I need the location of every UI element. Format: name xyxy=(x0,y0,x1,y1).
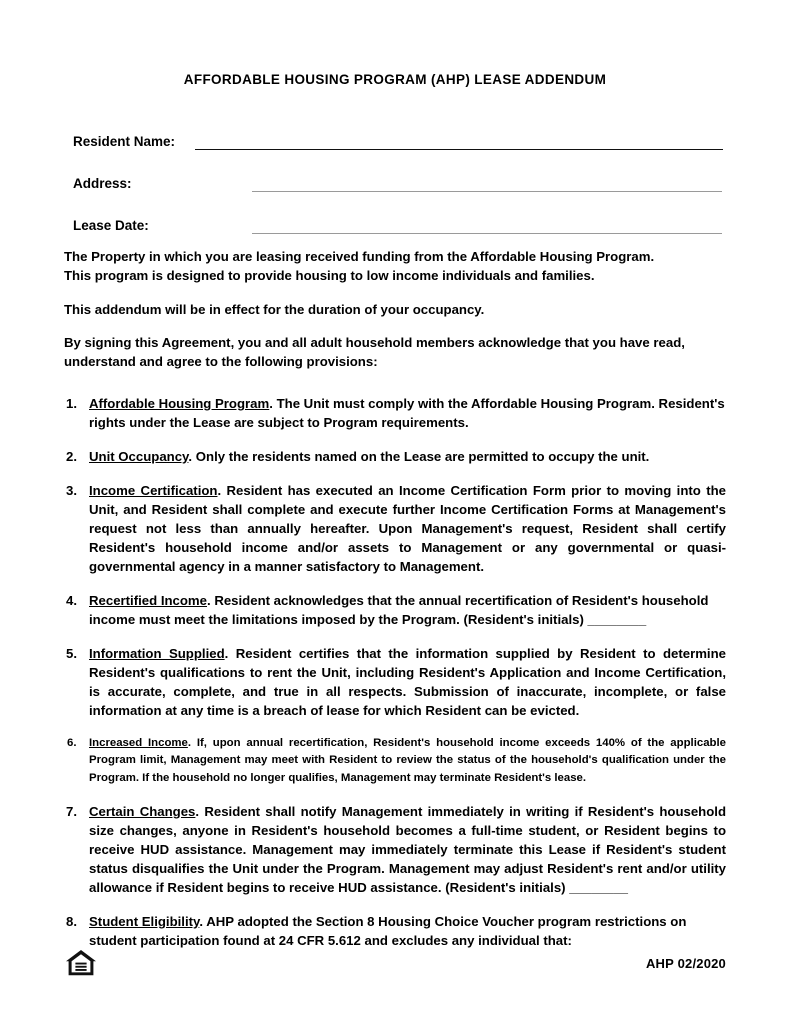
form-fields xyxy=(64,120,726,234)
provision-body xyxy=(89,447,726,466)
provision-term: Recertified Income xyxy=(89,592,207,608)
provision-body xyxy=(89,394,726,432)
provision-number: 4. xyxy=(66,592,77,608)
provision-term: Student Eligibility xyxy=(89,913,200,929)
provision-text: . Resident acknowledges that the annual recertification of Resident's household income must meet the limitations imposed by the Program. (Resident's initials) ________ xyxy=(89,592,709,627)
provision-item xyxy=(64,481,726,576)
provision-text: . If, upon annual recertification, Resident's household income exceeds 140% of the applicable Program limit, Management may meet with Resident to review the status of the household's qualification under the Program. If the household no longer qualifies, Management may terminate Resident's lease. xyxy=(89,736,726,784)
provision-term: Increased Income xyxy=(89,736,188,749)
provision-number: 1. xyxy=(66,395,77,411)
page-footer xyxy=(64,948,726,978)
provision-number: 7. xyxy=(66,803,77,819)
address-input-line[interactable] xyxy=(252,191,722,192)
provision-term: Information Supplied xyxy=(89,645,225,661)
provision-term: Affordable Housing Program xyxy=(89,395,270,411)
page-title: AFFORDABLE HOUSING PROGRAM (AHP) LEASE ADDENDUM xyxy=(183,72,607,87)
provision-number: 8. xyxy=(66,913,77,929)
provision-body xyxy=(89,591,726,629)
resident-name-label: Resident Name: xyxy=(73,133,176,149)
form-revision-code: AHP 02/2020 xyxy=(645,955,726,971)
provision-body xyxy=(89,802,726,897)
form-row-resident-name xyxy=(64,120,726,150)
resident-name-input-line[interactable] xyxy=(195,149,723,150)
provision-text: . Resident shall notify Management immediately in writing if Resident's household size changes, anyone in Resident's household becomes a full-time student, or Resident begins to receive HUD assistance. Management may immediately terminate this Lease if Resident's student status disqualifies the Unit under the Program. Management may adjust Resident's rent and/or utility allowance if Resident begins to receive HUD assistance. (Resident's initials) ________ xyxy=(89,803,726,895)
provision-number: 6. xyxy=(67,736,77,749)
provision-item xyxy=(64,591,726,629)
provision-number: 2. xyxy=(66,448,77,464)
provision-body xyxy=(89,735,726,787)
intro-paragraph-3: By signing this Agreement, you and all adult household members acknowledge that you have read, understand and agree to the following provisions: xyxy=(64,335,685,370)
provision-item xyxy=(64,912,726,950)
equal-housing-opportunity-logo xyxy=(64,948,98,978)
intro-paragraph-1-line-2: This program is designed to provide housing to low income individuals and families. xyxy=(64,267,595,283)
provision-number: 3. xyxy=(66,482,77,498)
provision-body xyxy=(89,481,726,576)
provision-body xyxy=(89,644,726,720)
form-row-address xyxy=(64,162,726,192)
provision-item xyxy=(64,802,726,897)
address-label: Address: xyxy=(73,175,132,191)
provision-body xyxy=(89,912,726,950)
provision-text: . Resident has executed an Income Certification Form prior to moving into the Unit, and Resident shall complete and execute further Income Certification Forms at Management's request not less than annually hereafter. Upon Management's request, Resident shall certify Resident's household income and/or assets to Management or any governmental or quasi-governmental agency in a manner satisfactory to Management. xyxy=(89,482,726,574)
provision-term: Unit Occupancy xyxy=(89,448,189,464)
provision-term: Certain Changes xyxy=(89,803,196,819)
provision-text: . AHP adopted the Section 8 Housing Choice Voucher program restrictions on student participation found at 24 CFR 5.612 and excludes any individual that: xyxy=(89,913,687,948)
provision-text: . The Unit must comply with the Affordable Housing Program. Resident's rights under the Lease are subject to Program requirements. xyxy=(89,395,725,430)
provision-item xyxy=(64,447,726,466)
provision-text: . Resident certifies that the information supplied by Resident to determine Resident's qualifications to rent the Unit, including Resident's Application and Income Certification, is accurate, complete, and true in all respects. Submission of inaccurate, incomplete, or false information at any time is a breach of lease for which Resident can be evicted. xyxy=(89,645,726,718)
provision-item xyxy=(64,735,726,787)
provisions-list xyxy=(64,394,726,950)
provision-item xyxy=(64,394,726,432)
provision-text: . Only the residents named on the Lease are permitted to occupy the unit. xyxy=(188,448,650,464)
intro-paragraph-2: This addendum will be in effect for the duration of your occupancy. xyxy=(64,301,485,317)
provision-number: 5. xyxy=(66,645,77,661)
intro-paragraph-1-line-1: The Property in which you are leasing received funding from the Affordable Housing Program. xyxy=(64,249,655,265)
introduction-section xyxy=(64,248,726,372)
lease-date-input-line[interactable] xyxy=(252,233,722,234)
provision-item xyxy=(64,644,726,720)
provision-term: Income Certification xyxy=(89,482,218,498)
lease-date-label: Lease Date: xyxy=(73,217,149,233)
form-row-lease-date xyxy=(64,204,726,234)
